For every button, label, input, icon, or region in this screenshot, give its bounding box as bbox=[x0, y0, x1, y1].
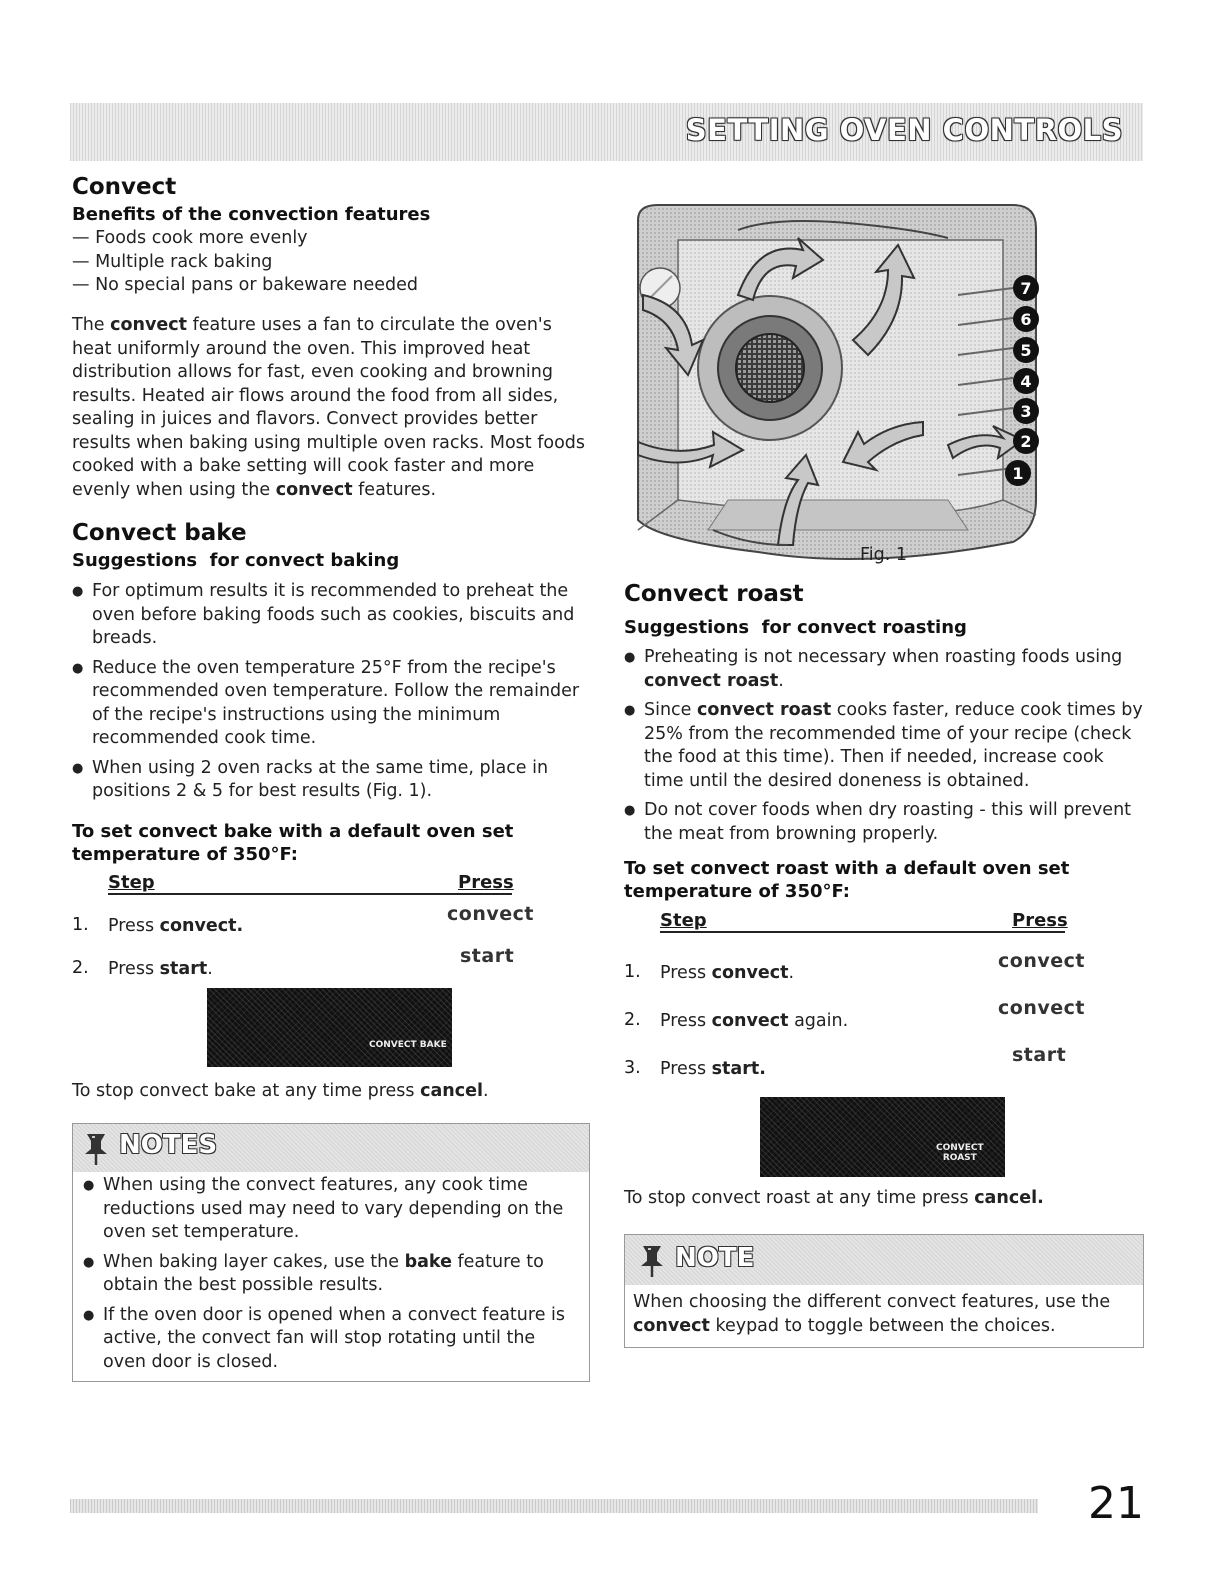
note-header bbox=[625, 1235, 1143, 1285]
pushpin-icon bbox=[83, 1132, 109, 1166]
steps-divider bbox=[660, 931, 1065, 933]
list-item: — No special pans or bakeware needed bbox=[72, 275, 419, 295]
control-display bbox=[760, 1097, 1005, 1177]
convect-key-label: convect bbox=[998, 997, 1085, 1019]
convect-bake-title: Convect bake bbox=[72, 520, 247, 546]
list-item: ● Preheating is not necessary when roasting foods using convect roast. bbox=[624, 646, 1144, 693]
convect-title: Convect bbox=[72, 174, 177, 200]
step-text: Press convect. bbox=[660, 963, 795, 983]
list-item: ● For optimum results it is recommended to preheat the oven before baking foods such as cookies, biscuits and breads. bbox=[72, 580, 592, 651]
rack-number: 3 bbox=[1020, 402, 1032, 421]
notes-header bbox=[73, 1124, 589, 1172]
display-indicator: CONVECT ROAST bbox=[936, 1143, 984, 1163]
page-number: 21 bbox=[1088, 1478, 1144, 1529]
rack-number: 6 bbox=[1020, 310, 1032, 329]
stop-instruction: To stop convect bake at any time press cancel. bbox=[72, 1081, 489, 1101]
list-item: ● Since convect roast cooks faster, reduce cook times by 25% from the recommended time of your recipe (check the food at this time). Then if needed, increase cook time until the desired doneness is obtained. bbox=[624, 699, 1144, 793]
list-item: ● Reduce the oven temperature 25°F from the recipe's recommended oven temperature. Follow the remainder of the recipe's instructions using the minimum recommended cook time. bbox=[72, 657, 592, 751]
step-text: Press convect again. bbox=[660, 1011, 849, 1031]
list-item: — Foods cook more evenly bbox=[72, 228, 308, 248]
rack-number: 1 bbox=[1012, 464, 1024, 483]
header-band bbox=[70, 103, 1143, 161]
note-box bbox=[624, 1234, 1144, 1348]
convect-roast-suggestions-heading: Suggestions for convect roasting bbox=[624, 617, 967, 638]
note-text: When choosing the different convect features, use the convect keypad to toggle between the choices. bbox=[633, 1292, 1111, 1336]
step-number: 1. bbox=[624, 962, 641, 982]
notes-list bbox=[83, 1174, 583, 1380]
pushpin-icon bbox=[639, 1244, 665, 1278]
convect-key-label: convect bbox=[998, 950, 1085, 972]
convect-bake-bullets bbox=[72, 580, 592, 810]
step-text: Press start. bbox=[108, 959, 213, 979]
step-number: 2. bbox=[72, 958, 89, 978]
list-item: ● When baking layer cakes, use the bake feature to obtain the best possible results. bbox=[83, 1251, 583, 1298]
start-key-label: start bbox=[1012, 1044, 1067, 1066]
convect-roast-set-heading: To set convect roast with a default oven set temperature of 350°F: bbox=[624, 858, 1070, 902]
list-item: ● When using the convect features, any cook time reductions used may need to vary depending on the oven set temperature. bbox=[83, 1174, 583, 1245]
benefits-heading: Benefits of the convection features bbox=[72, 204, 431, 225]
step-number: 2. bbox=[624, 1010, 641, 1030]
rack-number: 7 bbox=[1020, 279, 1032, 298]
convect-key-label: convect bbox=[447, 903, 534, 925]
notes-title: NOTES bbox=[119, 1130, 218, 1160]
step-number: 1. bbox=[72, 915, 89, 935]
figure-caption: Fig. 1 bbox=[860, 545, 908, 565]
press-column-header: Press bbox=[458, 872, 514, 893]
list-item: ● Do not cover foods when dry roasting - this will prevent the meat from browning properly. bbox=[624, 799, 1144, 846]
step-number: 3. bbox=[624, 1058, 641, 1078]
stop-instruction: To stop convect roast at any time press cancel. bbox=[624, 1188, 1044, 1208]
rack-number: 5 bbox=[1020, 341, 1032, 360]
note-title: NOTE bbox=[675, 1243, 755, 1273]
rack-number: 2 bbox=[1020, 432, 1032, 451]
step-text: Press start. bbox=[660, 1059, 766, 1079]
oven-illustration bbox=[618, 200, 1048, 572]
convect-roast-bullets bbox=[624, 646, 1144, 852]
convect-bake-suggestions-heading: Suggestions for convect baking bbox=[72, 550, 400, 571]
press-column-header: Press bbox=[1012, 910, 1068, 931]
steps-divider bbox=[108, 893, 512, 895]
rack-number: 4 bbox=[1020, 372, 1032, 391]
benefits-list bbox=[72, 227, 592, 298]
list-item: — Multiple rack baking bbox=[72, 251, 273, 272]
step-column-header: Step bbox=[108, 872, 155, 893]
step-text: Press convect. bbox=[108, 916, 244, 936]
notes-box bbox=[72, 1123, 590, 1382]
convect-bake-set-heading: To set convect bake with a default oven set temperature of 350°F: bbox=[72, 821, 514, 865]
step-column-header: Step bbox=[660, 910, 707, 931]
section-title: SETTING OVEN CONTROLS bbox=[685, 113, 1123, 147]
convect-roast-title: Convect roast bbox=[624, 581, 804, 607]
list-item: ● If the oven door is opened when a convect feature is active, the convect fan will stop rotating until the oven door is closed. bbox=[83, 1304, 583, 1375]
footer-band bbox=[70, 1499, 1038, 1513]
list-item: ● When using 2 oven racks at the same time, place in positions 2 & 5 for best results (Fig. 1). bbox=[72, 757, 592, 804]
control-display bbox=[207, 988, 452, 1067]
start-key-label: start bbox=[460, 945, 515, 967]
display-indicator: CONVECT BAKE bbox=[369, 1040, 447, 1050]
convect-paragraph: The convect feature uses a fan to circulate the oven's heat uniformly around the oven. This improved heat distribution allows for fast, even cooking and browning results. Heated air flows around the food from all sides, sealing in juices and flavors. Convect provides better results when baking using multiple oven racks. Most foods cooked with a bake setting will cook faster and more evenly when using the convect features. bbox=[72, 315, 586, 500]
